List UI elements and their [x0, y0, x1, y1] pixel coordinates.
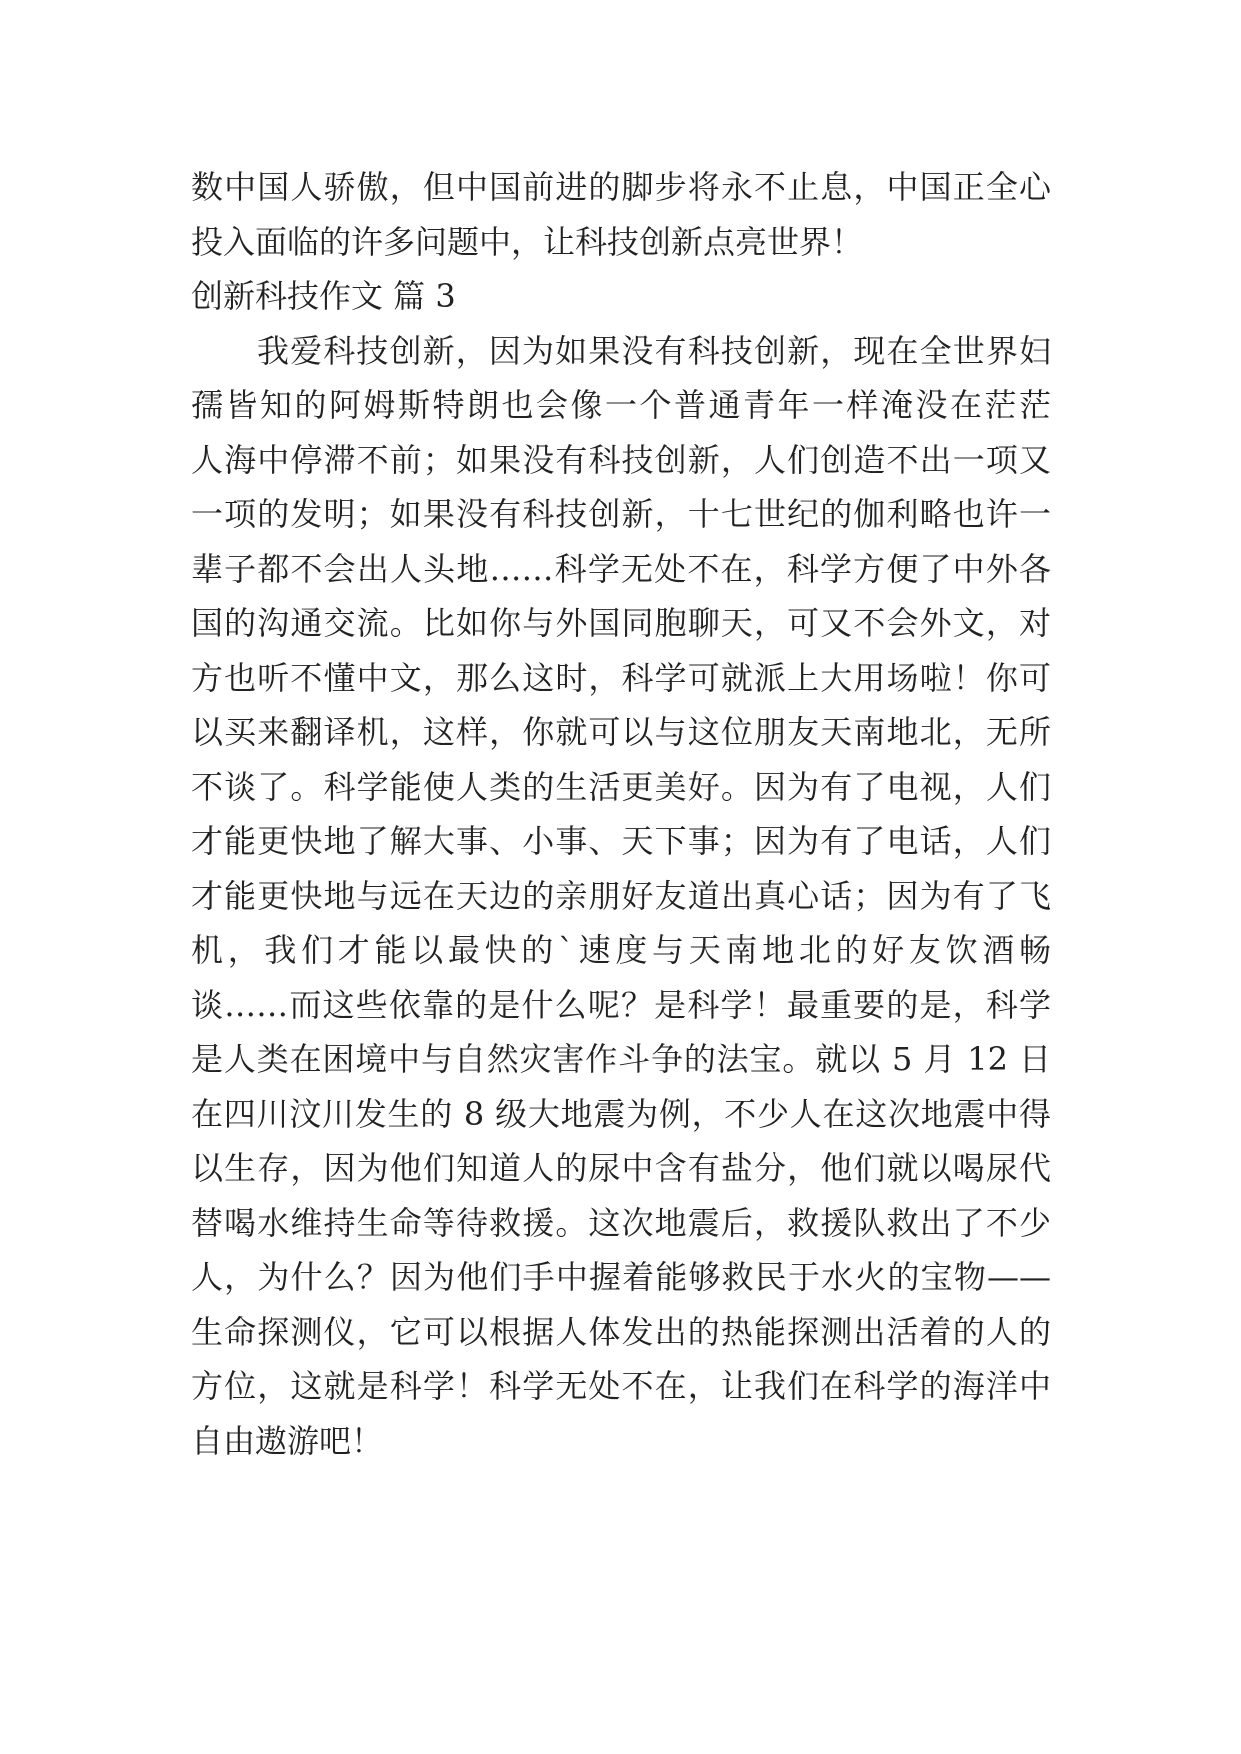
text-line: 机，我们才能以最快的`速度与天南地北的好友饮酒畅	[191, 931, 1051, 969]
essay-text	[191, 160, 1051, 1468]
text-line: 孺皆知的阿姆斯特朗也会像一个普通青年一样淹没在茫茫	[191, 386, 1051, 424]
section-heading: 创新科技作文 篇 3	[191, 277, 456, 315]
text-line: 以生存，因为他们知道人的尿中含有盐分，他们就以喝尿代	[191, 1149, 1051, 1187]
text-line: 才能更快地了解大事、小事、天下事；因为有了电话，人们	[191, 822, 1051, 860]
text-line: 我爱科技创新，因为如果没有科技创新，现在全世界妇	[257, 331, 1051, 370]
text-line: 以买来翻译机，这样，你就可以与这位朋友天南地北，无所	[191, 713, 1051, 751]
text-line: 自由遨游吧！	[191, 1421, 384, 1460]
text-line: 辈子都不会出人头地……科学无处不在，科学方便了中外各	[191, 549, 1051, 588]
text-line: 谈……而这些依靠的是什么呢？是科学！最重要的是，科学	[191, 985, 1051, 1024]
text-line: 生命探测仪，它可以根据人体发出的热能探测出活着的人的	[191, 1312, 1051, 1351]
text-line: 不谈了。科学能使人类的生活更美好。因为有了电视，人们	[191, 767, 1051, 806]
text-line: 人海中停滞不前；如果没有科技创新，人们创造不出一项又	[191, 440, 1051, 479]
text-line: 数中国人骄傲，但中国前进的脚步将永不止息，中国正全心	[191, 168, 1051, 206]
text-line: 在四川汶川发生的 8 级大地震为例，不少人在这次地震中得	[191, 1094, 1051, 1133]
text-line: 投入面临的许多问题中，让科技创新点亮世界！	[191, 222, 864, 261]
text-line: 人，为什么？因为他们手中握着能够救民于水火的宝物——	[191, 1258, 1051, 1296]
text-line: 方位，这就是科学！科学无处不在，让我们在科学的海洋中	[191, 1367, 1051, 1405]
text-line: 一项的发明；如果没有科技创新，十七世纪的伽利略也许一	[191, 495, 1051, 533]
text-line: 方也听不懂中文，那么这时，科学可就派上大用场啦！你可	[191, 658, 1051, 697]
text-line: 才能更快地与远在天边的亲朋好友道出真心话；因为有了飞	[191, 876, 1051, 915]
text-line: 替喝水维持生命等待救援。这次地震后，救援队救出了不少	[191, 1203, 1051, 1242]
text-line: 国的沟通交流。比如你与外国同胞聊天，可又不会外文，对	[191, 604, 1051, 642]
text-line: 是人类在困境中与自然灾害作斗争的法宝。就以 5 月 12 日	[191, 1040, 1051, 1078]
